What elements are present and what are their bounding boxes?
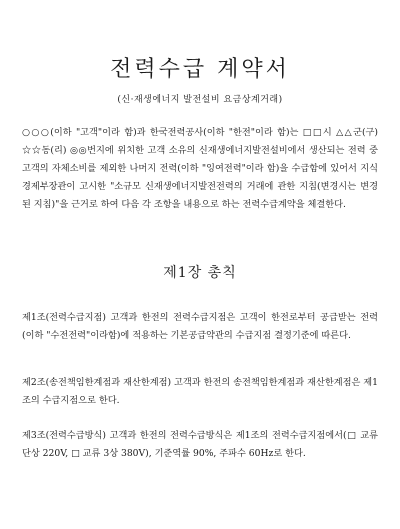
intro-paragraph: ○○○(이하 "고객"이라 함)과 한국전력공사(이하 "한전"이라 함)는 □□시 △△군(구) ☆☆동(리) ◎◎번지에 위치한 고객 소유의 신재생에너지발전설비에서 생산되는 전력 중 고객의 자체소비를 제외한 나머지 전력(이하 "잉여전력"이라 함)을 수급함에 있어서 지식경제부장관이 고시한 "소규모 신재생에너지발전전력의 거래에 관한 지침(변경시는 변경된 지침)"을 근거로 하여 다음 각 조항을 내용으로 하는 전력수급계약을 체결한다.: [22, 127, 378, 210]
article-2: 제2조(송전책임한계점과 재산한계점) 고객과 한전의 송전책임한계점과 재산한계점은 제1조의 수급지점으로 한다.: [22, 377, 378, 406]
document-subtitle: (신·재생에너지 발전설비 요금상계거래): [117, 95, 283, 105]
article-3: 제3조(전력수급방식) 고객과 한전의 전력수급방식은 제1조의 전력수급지점에서(□ 교류 단상 220V, □ 교류 3상 380V), 기준역률 90%, 주파수 60Hz로 한다.: [22, 430, 378, 459]
chapter-heading: 제1장 총칙: [163, 265, 237, 281]
document-title: 전력수급 계약서: [110, 57, 290, 82]
article-1: 제1조(전력수급지점) 고객과 한전의 전력수급지점은 고객이 한전로부터 공급받는 전력(이하 "수전전력"이라함)에 적용하는 기본공급약관의 수급지점 결정기준에 따른다.: [22, 312, 378, 341]
